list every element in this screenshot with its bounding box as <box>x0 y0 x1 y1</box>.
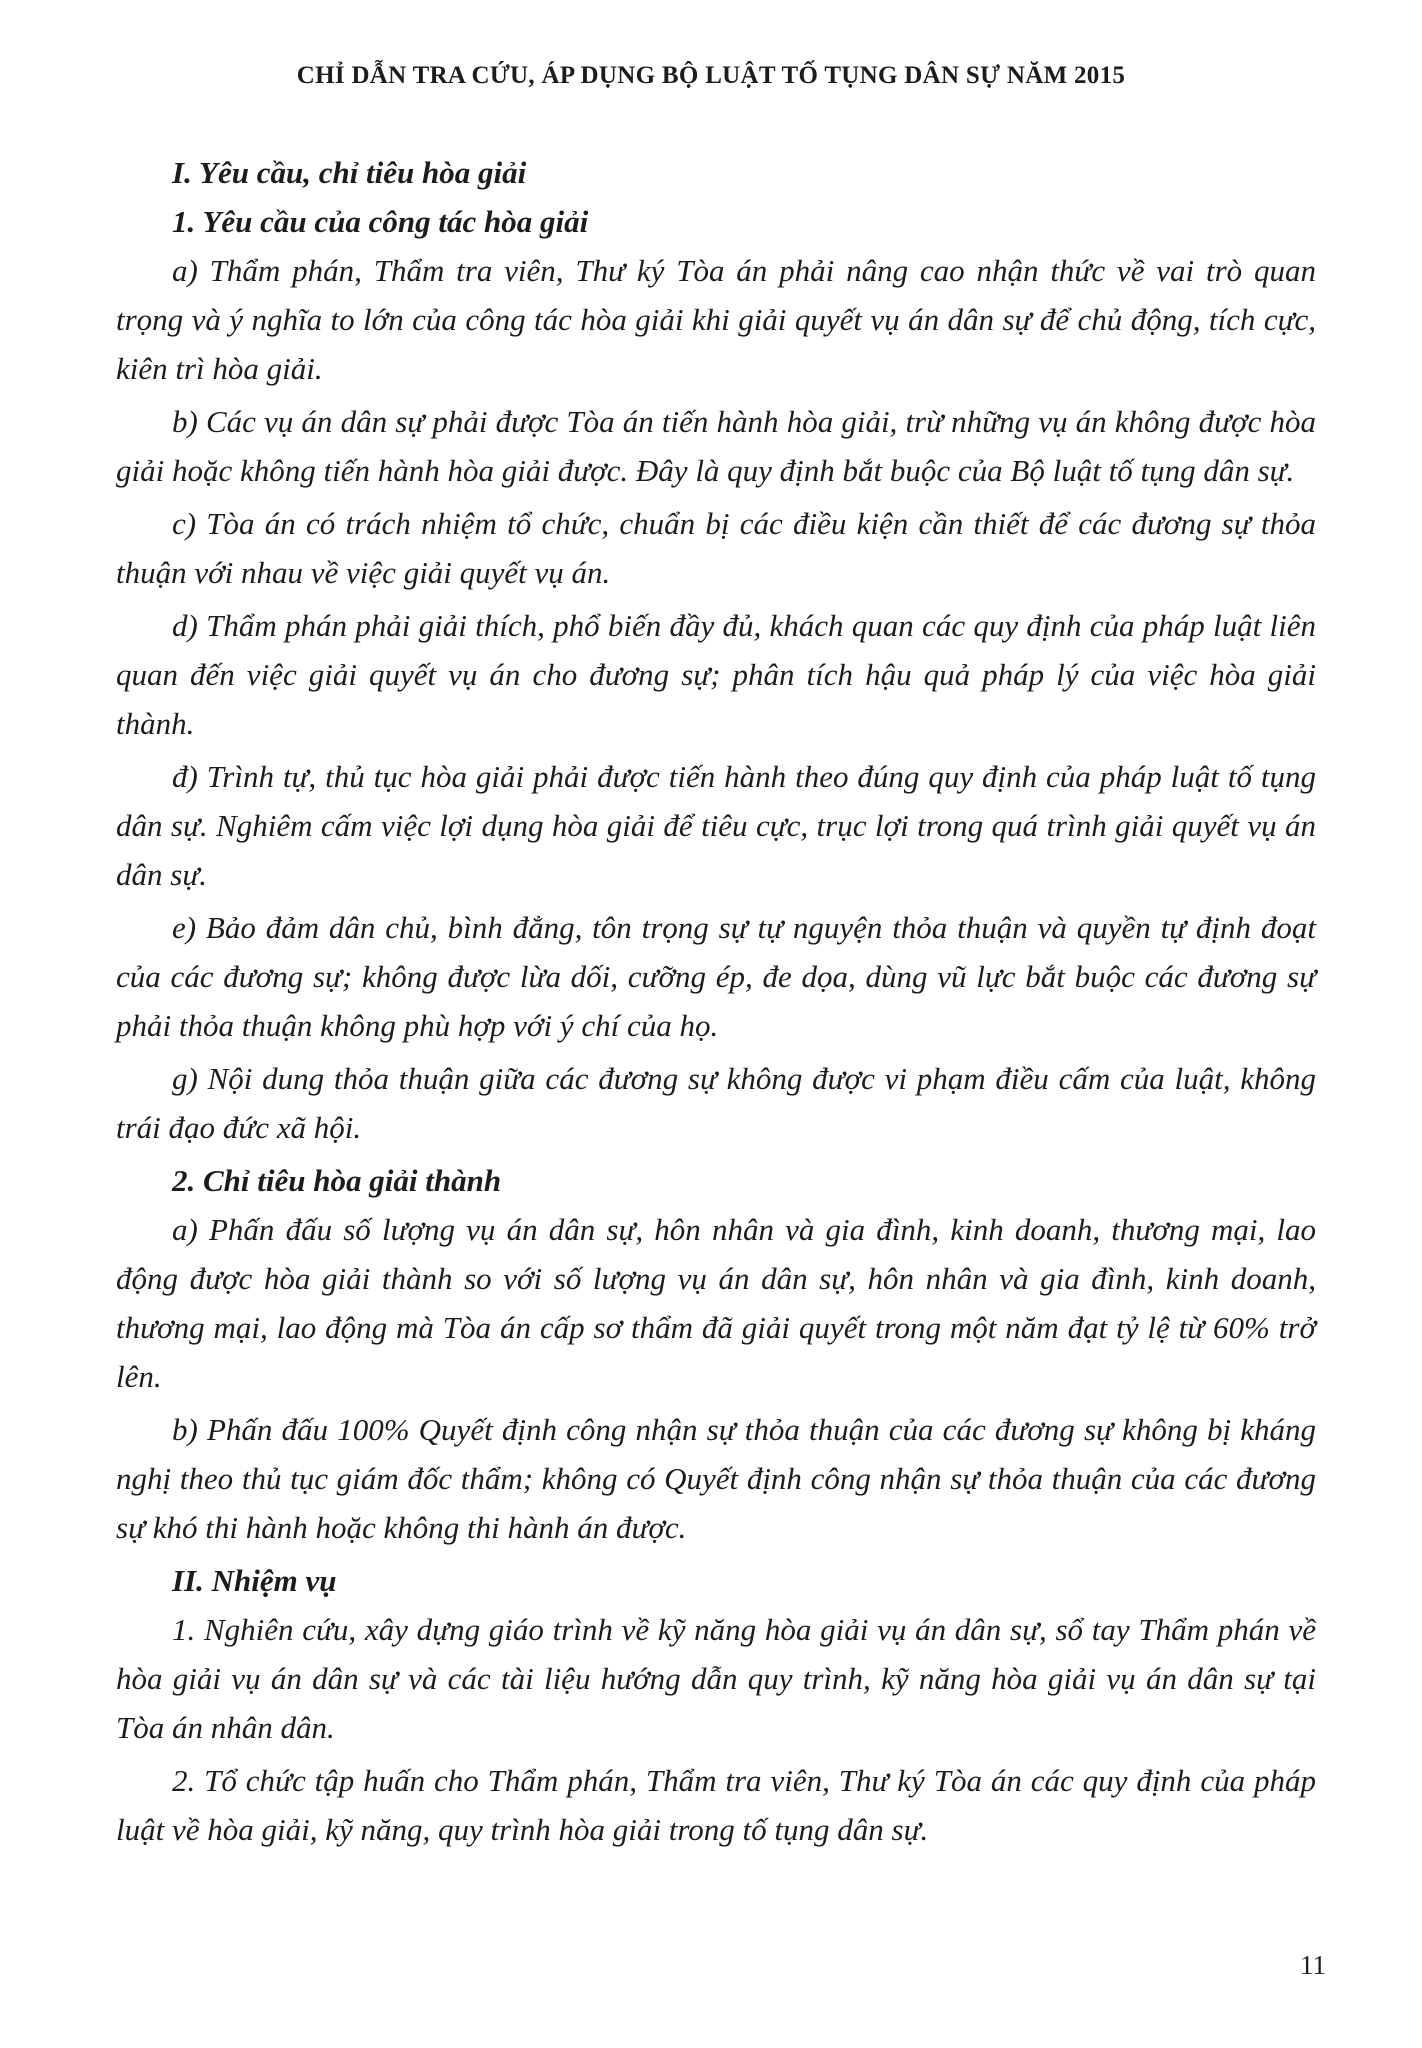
paragraph: a) Thẩm phán, Thẩm tra viên, Thư ký Tòa án phải nâng cao nhận thức về vai trò quan trọng và ý nghĩa to lớn của công tác hòa giải khi giải quyết vụ án dân sự để chủ động, tích cực, kiên trì hòa giải. <box>116 253 1316 386</box>
paragraph: e) Bảo đảm dân chủ, bình đẳng, tôn trọng sự tự nguyện thỏa thuận và quyền tự định đoạt của các đương sự; không được lừa dối, cưỡng ép, đe dọa, dùng vũ lực bắt buộc các đương sự phải thỏa thuận không phù hợp với ý chí của họ. <box>116 910 1316 1043</box>
running-head: CHỈ DẪN TRA CỨU, ÁP DỤNG BỘ LUẬT TỐ TỤNG DÂN SỰ NĂM 2015 <box>296 62 1126 89</box>
paragraph: đ) Trình tự, thủ tục hòa giải phải được tiến hành theo đúng quy định của pháp luật tố tụng dân sự. Nghiêm cấm việc lợi dụng hòa giải để tiêu cực, trục lợi trong quá trình giải quyết vụ án dân sự. <box>116 759 1316 892</box>
paragraph: b) Phấn đấu 100% Quyết định công nhận sự thỏa thuận của các đương sự không bị kháng nghị theo thủ tục giám đốc thẩm; không có Quyết định công nhận sự thỏa thuận của các đương sự khó thi hành hoặc không thi hành án được. <box>116 1412 1316 1545</box>
subsection-heading: 2. Chỉ tiêu hòa giải thành <box>172 1163 502 1198</box>
paragraph: d) Thẩm phán phải giải thích, phổ biến đầy đủ, khách quan các quy định của pháp luật liên quan đến việc giải quyết vụ án cho đương sự; phân tích hậu quả pháp lý của việc hòa giải thành. <box>116 608 1316 741</box>
paragraph: 1. Nghiên cứu, xây dựng giáo trình về kỹ năng hòa giải vụ án dân sự, sổ tay Thẩm phán về hòa giải vụ án dân sự và các tài liệu hướng dẫn quy trình, kỹ năng hòa giải vụ án dân sự tại Tòa án nhân dân. <box>116 1612 1316 1745</box>
paragraph: 2. Tổ chức tập huấn cho Thẩm phán, Thẩm tra viên, Thư ký Tòa án các quy định của pháp luật về hòa giải, kỹ năng, quy trình hòa giải trong tố tụng dân sự. <box>116 1763 1316 1847</box>
paragraph: b) Các vụ án dân sự phải được Tòa án tiến hành hòa giải, trừ những vụ án không được hòa giải hoặc không tiến hành hòa giải được. Đây là quy định bắt buộc của Bộ luật tố tụng dân sự. <box>116 404 1316 488</box>
paragraph: g) Nội dung thỏa thuận giữa các đương sự không được vi phạm điều cấm của luật, không trái đạo đức xã hội. <box>116 1061 1316 1145</box>
page-number: 11 <box>1300 1950 1326 1980</box>
paragraph: a) Phấn đấu số lượng vụ án dân sự, hôn nhân và gia đình, kinh doanh, thương mại, lao động được hòa giải thành so với số lượng vụ án dân sự, hôn nhân và gia đình, kinh doanh, thương mại, lao động mà Tòa án cấp sơ thẩm đã giải quyết trong một năm đạt tỷ lệ từ 60% trở lên. <box>116 1212 1316 1394</box>
paragraph: c) Tòa án có trách nhiệm tổ chức, chuẩn bị các điều kiện cần thiết để các đương sự thỏa thuận với nhau về việc giải quyết vụ án. <box>116 506 1316 590</box>
section-heading: I. Yêu cầu, chỉ tiêu hòa giải <box>172 155 527 190</box>
subsection-heading: 1. Yêu cầu của công tác hòa giải <box>172 204 589 239</box>
section-heading: II. Nhiệm vụ <box>172 1563 337 1598</box>
document-body <box>116 148 1316 1858</box>
